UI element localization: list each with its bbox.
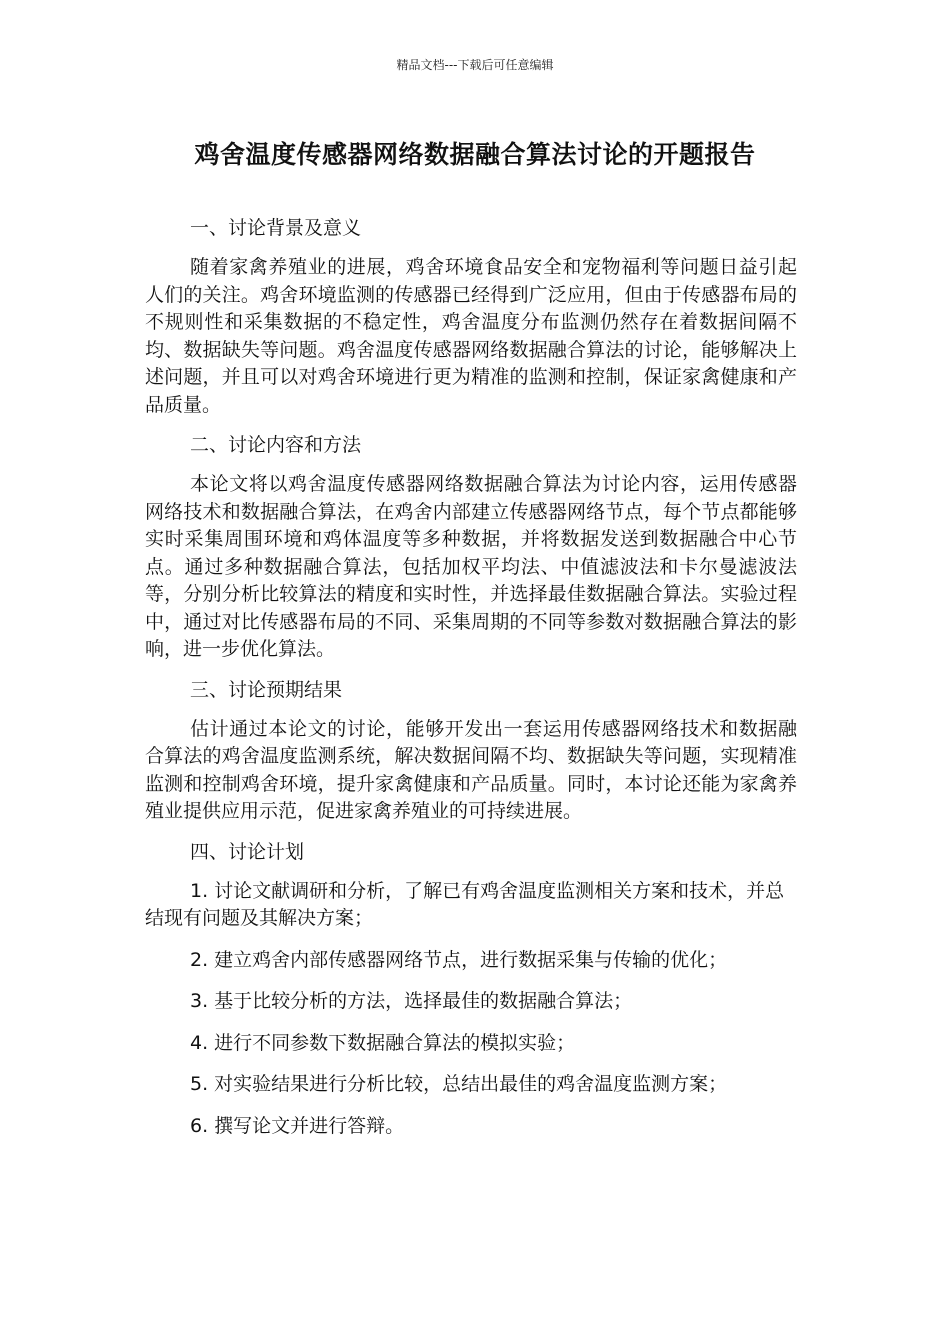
section-heading-content-methods: 二、讨论内容和方法 <box>190 434 362 456</box>
section-heading-plan: 四、讨论计划 <box>190 840 305 863</box>
plan-list-item: 4. 进行不同参数下数据融合算法的模拟实验； <box>190 1031 576 1054</box>
plan-list-item: 3. 基于比较分析的方法，选择最佳的数据融合算法； <box>190 990 633 1012</box>
header-note: 精品文档---下载后可任意编辑 <box>396 58 554 72</box>
document-title: 鸡舍温度传感器网络数据融合算法讨论的开题报告 <box>194 140 756 169</box>
document-body <box>145 214 797 1154</box>
section-paragraph-content-methods: 本论文将以鸡舍温度传感器网络数据融合算法为讨论内容，运用传感器网络技术和数据融合算法，在鸡舍内部建立传感器网络节点，每个节点都能够实时采集周围环境和鸡体温度等多种数据，并将数据发送到数据融合中心节点。通过多种数据融合算法，包括加权平均法、中值滤波法和卡尔曼滤波法等，分别分析比较算法的精度和实时性，并选择最佳数据融合算法。实验过程中，通过对比传感器布局的不同、采集周期的不同等参数对数据融合算法的影响，进一步优化算法。 <box>145 473 797 660</box>
plan-list-item: 2. 建立鸡舍内部传感器网络节点，进行数据采集与传输的优化； <box>190 948 728 971</box>
section-paragraph-background: 随着家禽养殖业的进展，鸡舍环境食品安全和宠物福利等问题日益引起人们的关注。鸡舍环境监测的传感器已经得到广泛应用，但由于传感器布局的不规则性和采集数据的不稳定性，鸡舍温度分布监测仍然存在着数据间隔不均、数据缺失等问题。鸡舍温度传感器网络数据融合算法的讨论，能够解决上述问题，并且可以对鸡舍环境进行更为精准的监测和控制，保证家禽健康和产品质量。 <box>145 256 797 416</box>
section-paragraph-expected-results: 估计通过本论文的讨论，能够开发出一套运用传感器网络技术和数据融合算法的鸡舍温度监测系统，解决数据间隔不均、数据缺失等问题，实现精准监测和控制鸡舍环境，提升家禽健康和产品质量。同时，本讨论还能为家禽养殖业提供应用示范，促进家禽养殖业的可持续进展。 <box>145 717 797 822</box>
section-heading-expected-results: 三、讨论预期结果 <box>190 678 343 701</box>
plan-list-item: 6. 撰写论文并进行答辩。 <box>190 1114 405 1137</box>
section-heading-background: 一、讨论背景及意义 <box>190 217 362 239</box>
plan-list <box>145 878 797 1141</box>
plan-list-item: 1. 讨论文献调研和分析，了解已有鸡舍温度监测相关方案和技术，并总结现有问题及其解决方案； <box>145 879 785 929</box>
plan-list-item: 5. 对实验结果进行分析比较，总结出最佳的鸡舍温度监测方案； <box>190 1073 728 1095</box>
